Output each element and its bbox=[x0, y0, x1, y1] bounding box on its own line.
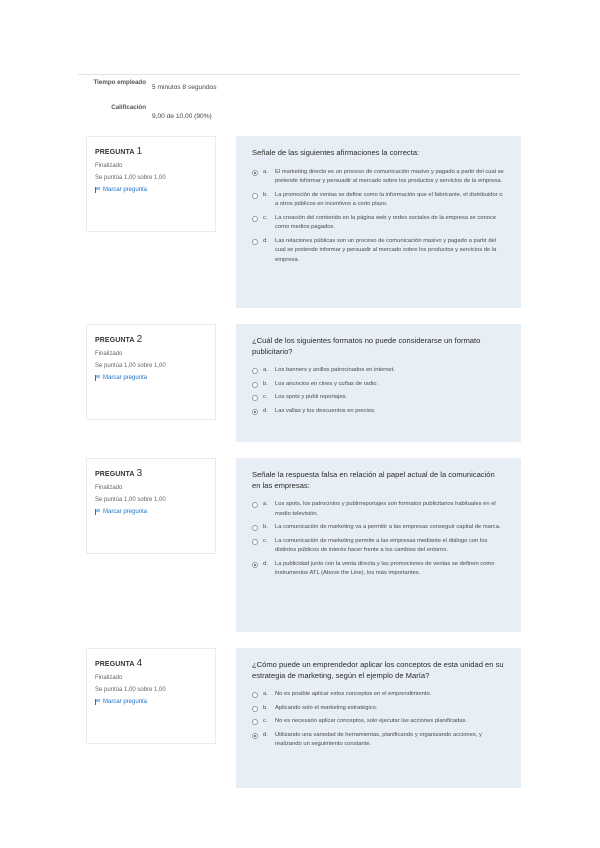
question-number: 2 bbox=[136, 334, 143, 345]
answer-option-d[interactable]: d. Las vallas y los descuentos en precios. bbox=[252, 407, 505, 417]
question-number: 1 bbox=[136, 146, 143, 157]
question-title: PREGUNTA 4 bbox=[95, 658, 143, 669]
radio-button[interactable] bbox=[252, 239, 258, 245]
answer-option-b[interactable]: b. Aplicando solo el marketing estratégico. bbox=[252, 704, 505, 714]
time-label: Tiempo empleado bbox=[93, 79, 146, 86]
answer-option-b[interactable]: b. La promoción de ventas se define como la información que el fabricante, el distribuidor o a otros públicos en incentivos a corto plazo. bbox=[252, 191, 505, 210]
question-number: 3 bbox=[136, 468, 143, 479]
radio-button[interactable] bbox=[252, 382, 258, 388]
question-text: ¿Cuál de los siguientes formatos no puede considerarse un formato publicitario? bbox=[252, 336, 481, 356]
answer-option-a[interactable]: a. Los spots, los patrocinios y publirreportajes son formatos publicitarios habituales en el medio televisión. bbox=[252, 500, 505, 519]
question-4-info bbox=[86, 648, 216, 744]
flag-question-link[interactable]: Marcar pregunta bbox=[95, 375, 207, 381]
answer-option-d[interactable]: d. Las relaciones públicas son un proceso de comunicación masivo y pagado a partir del cual se pretende informar y persuadir al mercado sobre los productos y servicios de la empresa. bbox=[252, 237, 505, 266]
radio-button[interactable] bbox=[252, 502, 258, 508]
question-state: Finalizado bbox=[95, 485, 123, 491]
question-4-content bbox=[236, 648, 521, 788]
time-row bbox=[78, 78, 520, 98]
question-number: 4 bbox=[136, 658, 143, 669]
radio-button[interactable] bbox=[252, 216, 258, 222]
answer-option-b[interactable]: b. La comunicación de marketing va a permitir a las empresas conseguir capital de marca. bbox=[252, 523, 505, 533]
answer-option-c[interactable]: c. La comunicación de marketing permite a las empresas mediante el diálogo con los distintos públicos de interés hacer frente a los cambios del entorno. bbox=[252, 537, 505, 556]
flag-icon bbox=[95, 187, 100, 193]
question-grade: Se puntúa 1,00 sobre 1,00 bbox=[95, 363, 166, 369]
question-grade: Se puntúa 1,00 sobre 1,00 bbox=[95, 497, 166, 503]
answer-option-c[interactable]: c. Los spots y publi reportajes. bbox=[252, 393, 505, 403]
answer-option-a[interactable]: a. Los banners y anillos patrocinados en internet. bbox=[252, 366, 505, 376]
question-title: PREGUNTA 3 bbox=[95, 468, 143, 479]
grade-value: 9,00 de 10,00 (90%) bbox=[152, 113, 212, 120]
question-text: Señale la respuesta falsa en relación al papel actual de la comunicación en las empresas: bbox=[252, 470, 495, 490]
time-value: 5 minutos 8 segundos bbox=[152, 84, 217, 91]
question-3-info bbox=[86, 458, 216, 554]
answer-option-c[interactable]: c. La creación del contenido en la página web y redes sociales de la empresa se conoce como medios pagados. bbox=[252, 214, 505, 233]
radio-button[interactable] bbox=[252, 562, 258, 568]
answer-option-d[interactable]: d. La publicidad junto con la venta directa y las promociones de ventas se definen como instrumentos ATL (Above the Line), los más importantes. bbox=[252, 560, 505, 579]
radio-button[interactable] bbox=[252, 719, 258, 725]
question-2-content bbox=[236, 324, 521, 442]
question-grade: Se puntúa 1,00 sobre 1,00 bbox=[95, 175, 166, 181]
question-state: Finalizado bbox=[95, 675, 123, 681]
radio-button[interactable] bbox=[252, 539, 258, 545]
question-text: ¿Cómo puede un emprendedor aplicar los conceptos de esta unidad en su estrategia de marketing, según el ejemplo de María? bbox=[252, 660, 504, 680]
question-text: Señale de las siguientes afirmaciones la correcta: bbox=[252, 148, 420, 157]
flag-icon bbox=[95, 509, 100, 515]
question-state: Finalizado bbox=[95, 163, 123, 169]
flag-question-link[interactable]: Marcar pregunta bbox=[95, 509, 207, 515]
question-1-content bbox=[236, 136, 521, 308]
flag-icon bbox=[95, 699, 100, 705]
question-title: PREGUNTA 1 bbox=[95, 146, 143, 157]
flag-icon bbox=[95, 375, 100, 381]
radio-button[interactable] bbox=[252, 193, 258, 199]
summary-divider bbox=[78, 74, 520, 75]
flag-question-link[interactable]: Marcar pregunta bbox=[95, 187, 207, 193]
question-2-info bbox=[86, 324, 216, 420]
question-1-info bbox=[86, 136, 216, 232]
radio-button[interactable] bbox=[252, 733, 258, 739]
radio-button[interactable] bbox=[252, 170, 258, 176]
question-grade: Se puntúa 1,00 sobre 1,00 bbox=[95, 687, 166, 693]
question-state: Finalizado bbox=[95, 351, 123, 357]
answer-option-a[interactable]: a. El marketing directo es un proceso de comunicación masivo y pagado a partir del cual se pretende informar y persuadir al mercado sobre los productos y servicios de la empresa. bbox=[252, 168, 505, 187]
question-3-content bbox=[236, 458, 521, 632]
radio-button[interactable] bbox=[252, 706, 258, 712]
radio-button[interactable] bbox=[252, 368, 258, 374]
answer-option-d[interactable]: d. Utilizando una variedad de herramientas, planificando y organizando acciones, y realizando un seguimiento constante. bbox=[252, 731, 505, 750]
radio-button[interactable] bbox=[252, 692, 258, 698]
radio-button[interactable] bbox=[252, 409, 258, 415]
answer-option-b[interactable]: b. Los anuncios en cines y cuñas de radio. bbox=[252, 380, 505, 390]
answer-option-c[interactable]: c. No es necesario aplicar conceptos, solo ejecutar las acciones planificadas. bbox=[252, 717, 505, 727]
grade-label: Calificación bbox=[111, 104, 146, 111]
answer-option-a[interactable]: a. No es posible aplicar estos conceptos en el emprendimiento. bbox=[252, 690, 505, 700]
question-title: PREGUNTA 2 bbox=[95, 334, 143, 345]
radio-button[interactable] bbox=[252, 525, 258, 531]
radio-button[interactable] bbox=[252, 395, 258, 401]
grade-row bbox=[78, 103, 520, 123]
flag-question-link[interactable]: Marcar pregunta bbox=[95, 699, 207, 705]
